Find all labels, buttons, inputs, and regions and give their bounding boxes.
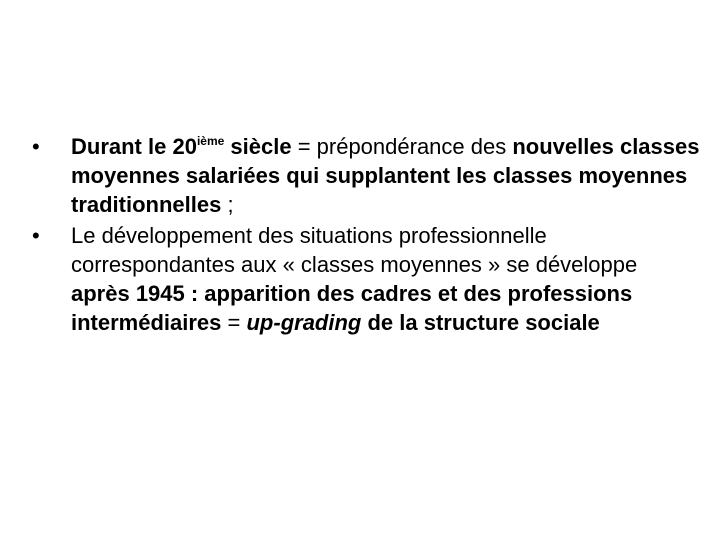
text-run: de la structure sociale <box>361 310 600 335</box>
bullet-icon: • <box>32 134 40 159</box>
text-run: = <box>221 310 247 335</box>
text-run: ; <box>221 192 234 217</box>
text-run: nouvelles classes moyennes salariées qui supplantent les classes moyennes traditionnelles <box>71 134 700 217</box>
text-run: siècle <box>224 134 292 159</box>
text-run: après 1945 : apparition des cadres et des professions intermédiaires <box>71 281 633 335</box>
bullet-icon: • <box>32 223 40 248</box>
superscript-run: ième <box>196 134 225 148</box>
text-run: Durant le 20 <box>71 134 197 159</box>
text-run: = prépondérance des <box>291 134 513 159</box>
bullet-item-1 <box>32 132 700 219</box>
bullet-list <box>32 132 700 339</box>
bullet-item-2 <box>32 221 700 337</box>
text-run: Le développement des situations professionnelle correspondantes aux « classes moyennes » se développe <box>71 223 638 277</box>
text-run: up-grading <box>246 310 362 335</box>
